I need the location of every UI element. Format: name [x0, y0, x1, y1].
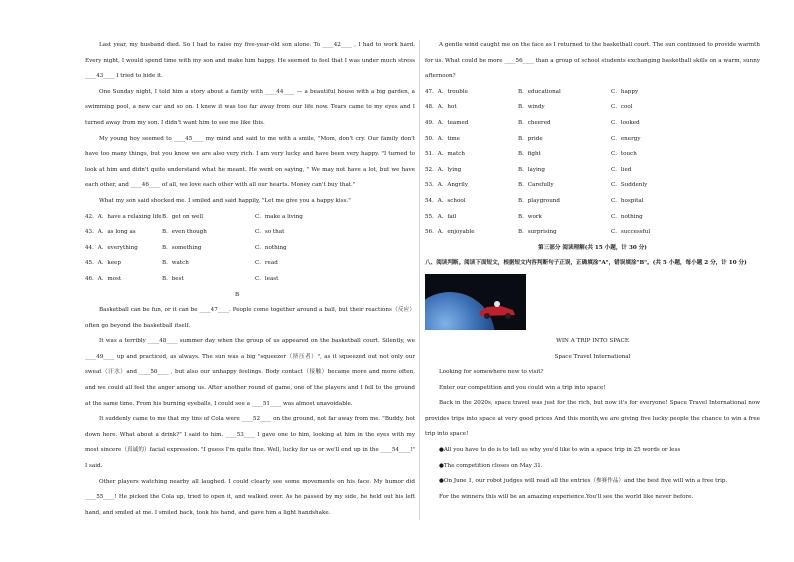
article-subtitle: Space Travel International — [554, 353, 631, 360]
article-bullet-1: ●All you have to do is to tell us why you'd like to win a space trip in 25 words or less — [439, 447, 681, 454]
option-row-55: 55．A．fail B．work C．nothing — [425, 213, 643, 220]
right-column — [425, 38, 760, 505]
passage-b-paragraph-3: It suddenly came to me that my tins of Cola were ____52____ on the ground, not far away from me. "Buddy, hot down here. What about a drink?" I said to him. ____53____ I gave one to him, looking at him in the eyes with my most sincere（真诚的）facial expression. "I guess I'm quite fine. Well, lucky for us or we'll end up in the ____54____!" I said. — [85, 416, 415, 470]
passage-a-paragraph-3: My young boy seemed to ____45____ my mind and said to me with a smile, "Mom, don't cry. Our family don't have too many things, but you know we are also very rich. I am very lucky and have been very happy. "I turned to look at him and didn't quite understand what he meant. He went on saying, " We may not have a lot, but we have each other, and ____46____ of all, we love each other with all our hearts. Money can't buy that." — [85, 135, 415, 189]
passage-a-paragraph-4: What my son said shocked me. I smiled and said happily, "Let me give you a happy kiss." — [99, 197, 351, 204]
roadster-icon — [477, 298, 517, 320]
options-42-46 — [85, 210, 415, 288]
option-row-54: 54．A．school B．playground C．hospital — [425, 197, 644, 204]
passage-b-paragraph-5: A gentle wind caught me on the face as I returned to the basketball court. The sun continued to provide warmth for us. What could be more ____56____ than a group of school students exchanging basketball skills on a warm, sunny afternoon? — [425, 42, 760, 80]
passage-b-paragraph-1: Basketball can be fun, or it can be ____47____. People come together around a ball, but their reactions（反应）often go beyond the basketball itself. — [85, 307, 415, 329]
left-column — [85, 38, 415, 521]
article-bullet-3: ●On June 1, our robot judges will read all the entries（参赛作品）and the best five will win a free trip. — [439, 478, 728, 485]
article-bullet-2: ●The competition closes on May 31. — [439, 462, 543, 469]
part3-title: 第三部分 阅读理解(共 15 小题，计 30 分) — [538, 244, 647, 251]
passage-a-paragraph-2: One Sunday night, I told him a story about a family with ____44____ — a beautiful house with a big garden, a swimming pool, a new car and so on. I knew it was too far away from our life now. Tears came to my eyes and I turned away from my son. I didn't want him to see me like this. — [85, 88, 415, 126]
option-row-51: 51．A．match B．fight C．touch — [425, 151, 637, 158]
option-row-44: 44．A．everything B．something C．nothing — [85, 244, 287, 251]
passage-b-paragraph-4: Other players watching nearby all laughed. I could clearly see some movements on his face. My humor did ____55____! He picked the Cola up, tried to open it, and walked over. As he passed by my side, he held out his left hand, and smiled at me. I smiled back, took his hand, and gave him a light handshake. — [85, 478, 415, 516]
option-row-49: 49．A．teamed B．cheered C．looked — [425, 119, 640, 126]
column-divider — [419, 40, 420, 520]
article-paragraph-2: Enter our competition and you could win a trip into space! — [439, 384, 606, 391]
option-row-50: 50．A．time B．pride C．energy — [425, 135, 641, 142]
option-row-48: 48．A．hot B．windy C．cool — [425, 104, 633, 111]
passage-b-paragraph-2: It was a terribly ____48____ summer day when the group of us appeared on the basketball court. Silently, we ____49____ up and practiced, as always. The sun was a big "squeezer（挤压者）", as it squeezed out not only our sweat（汗水）and ____50____ , but also our unhappy feelings. Body contact（接触）became more and more often, and we could all feel the anger among us. After another round of game, one of the players and I fell to the ground at the same time. From his burning eyeballs, I could see a ____51____ was almost unavoidable. — [85, 338, 415, 407]
option-row-53: 53．A．Angrily B．Carefully C．Suddenly — [425, 182, 648, 189]
passage-a-paragraph-1: Last year, my husband died. So I had to raise my five-year-old son alone. To ____42____ , I had to work hard. Every night, I would spend time with my son and make him happy. He seemed to feel that I was under much stress ____43____ I tried to hide it. — [85, 42, 415, 80]
option-row-42: 42．A．have a relaxing life B．get on well C．make a living — [85, 213, 303, 220]
option-row-52: 52．A．lying B．laying C．lied — [425, 166, 632, 173]
article-paragraph-3: Back in the 2020s, space travel was just for the rich, but now it's for everyone! Space Travel International now provides trips into space at very good prices And this month,we are giving five lucky people the chance to win a free trip into space! — [425, 400, 760, 438]
option-row-43: 43．A．as long as B．even though C．so that — [85, 229, 285, 236]
space-car-image — [425, 274, 526, 330]
article-paragraph-4: For the winners this will be an amazing experience.You'll see the world like never before. — [439, 493, 694, 500]
section-b-heading: B — [235, 291, 240, 298]
article-title: WIN A TRIP INTO SPACE — [556, 337, 629, 344]
option-row-45: 45．A．keep B．watch C．read — [85, 260, 278, 267]
option-row-46: 46．A．most B．best C．least — [85, 275, 279, 282]
part8-instruction: 八、阅读判断。阅读下面短文，根据短文内容判断句子正误，正确填涂"A"，错误填涂"B"。(共 5 小题，每小题 2 分，计 10 分) — [425, 260, 747, 267]
article-paragraph-1: Looking for somewhere new to visit? — [439, 369, 544, 376]
option-row-47: 47．A．trouble B．educational C．happy — [425, 88, 639, 95]
option-row-56: 56．A．enjoyable B．surprising C．successful — [425, 229, 651, 236]
options-47-56 — [425, 85, 760, 241]
